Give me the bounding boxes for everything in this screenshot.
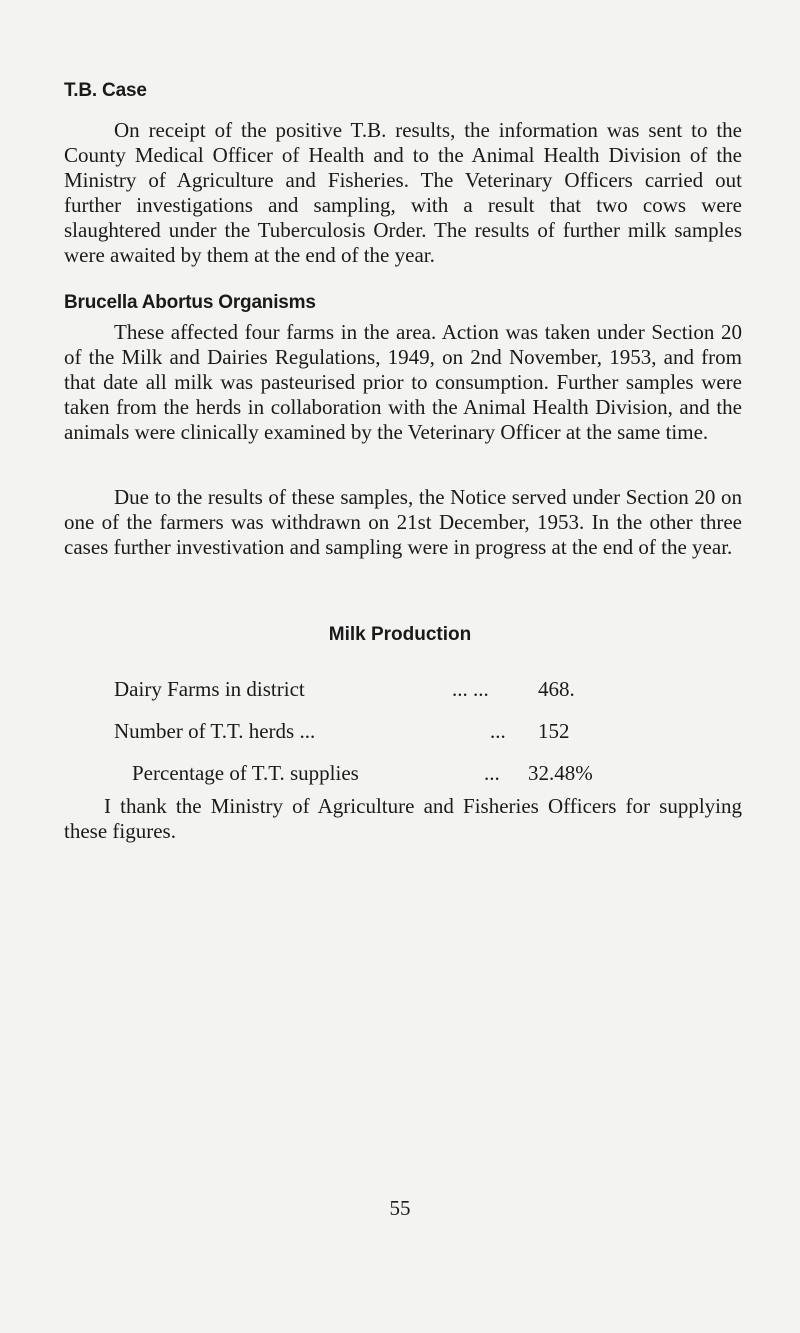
tb-case-paragraph: On receipt of the positive T.B. results, the information was sent to the County Medical Officer of Health and to the Animal Health Division of the Ministry of Agriculture and Fisheries. The Veterinary Officers carried out further investigations and sampling, with a result that two cows were slaughtered under the Tuberculosis Order. The results of further milk samples were awaited by them at the end of the year.	[64, 118, 742, 267]
brucella-paragraph-2: Due to the results of these samples, the Notice served under Section 20 on one of the farmers was withdrawn on 21st December, 1953. In the other three cases further investivation and sampling were in progress at the end of the year.	[64, 485, 742, 559]
tb-case-heading: T.B. Case	[64, 80, 147, 101]
stat-label: Percentage of T.T. supplies	[132, 761, 359, 785]
stat-leader: ...	[490, 719, 506, 743]
brucella-paragraph-1: These affected four farms in the area. Action was taken under Section 20 of the Milk and Dairies Regulations, 1949, on 2nd November, 1953, and from that date all milk was pasteurised prior to consumption. Further samples were taken from the herds in collaboration with the Animal Health Division, and the animals were clinically examined by the Veterinary Officer at the same time.	[64, 320, 742, 444]
stat-label: Number of T.T. herds ...	[114, 719, 316, 743]
stat-value: 468.	[538, 677, 575, 701]
stat-row-dairy-farms	[0, 676, 800, 702]
page-number: 55	[389, 1196, 411, 1220]
stat-value: 152	[538, 719, 570, 743]
milk-production-heading: Milk Production	[328, 624, 472, 645]
brucella-heading: Brucella Abortus Organisms	[64, 292, 316, 313]
stat-leader: ... ...	[452, 677, 489, 701]
stat-leader: ...	[484, 761, 500, 785]
stat-row-tt-herds	[0, 718, 800, 744]
acknowledgement-paragraph: I thank the Ministry of Agriculture and Fisheries Officers for supplying these figures.	[64, 794, 742, 843]
stat-value: 32.48%	[528, 761, 593, 785]
stat-row-tt-percentage	[0, 760, 800, 786]
stat-label: Dairy Farms in district	[114, 677, 305, 701]
